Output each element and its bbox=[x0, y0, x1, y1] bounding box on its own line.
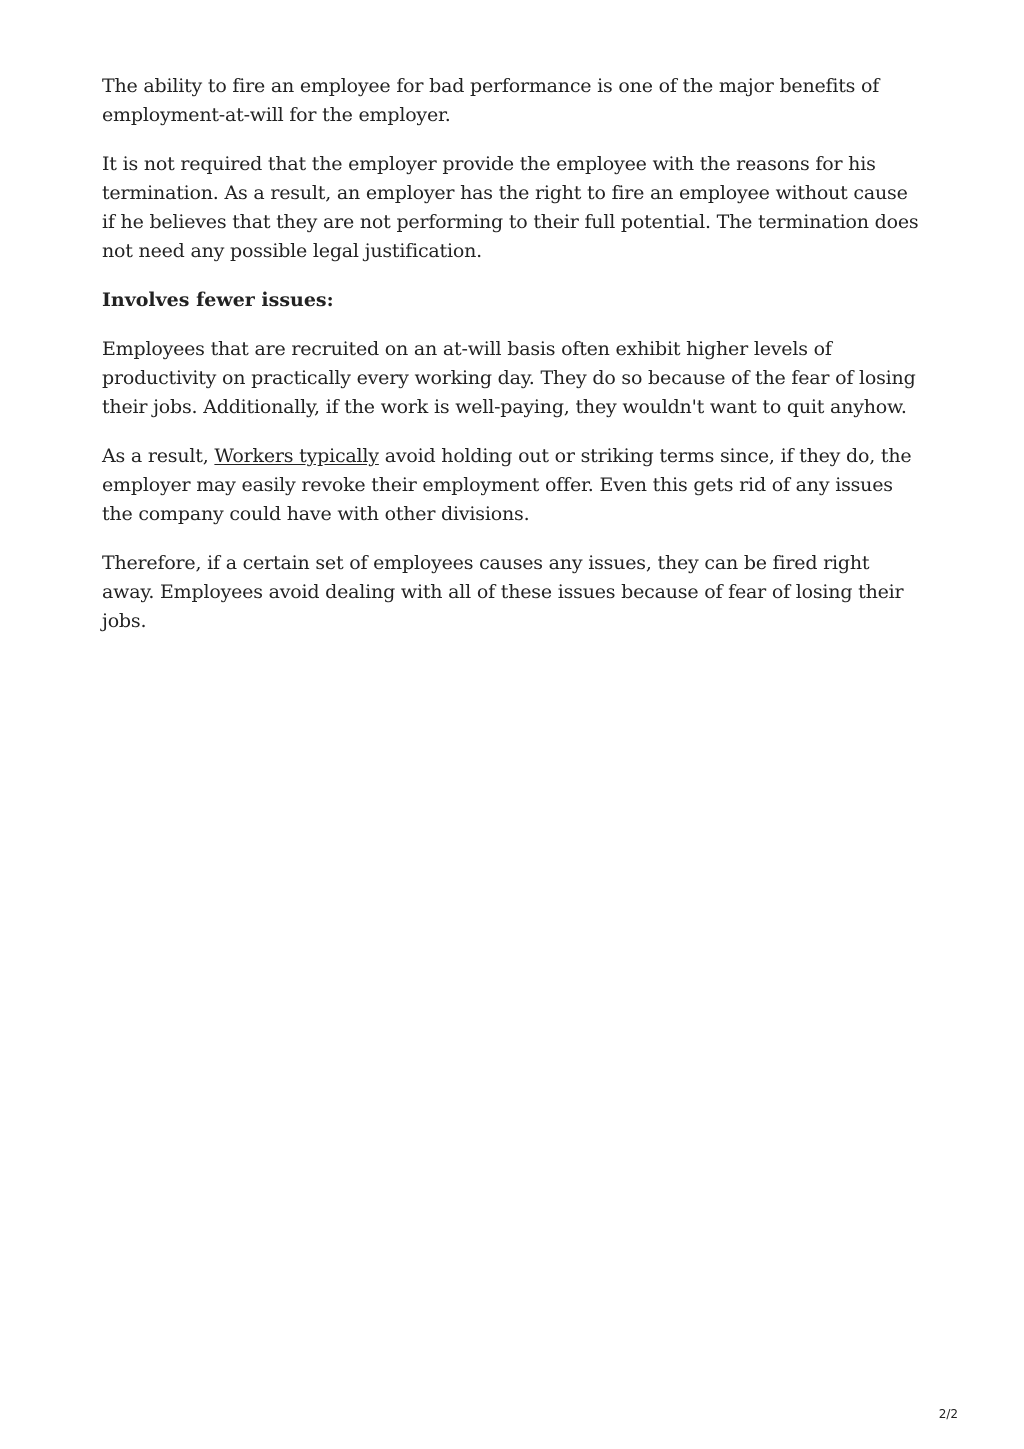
workers-typically-link[interactable]: Workers typically bbox=[214, 445, 379, 467]
page-number: 2/2 bbox=[938, 1407, 958, 1421]
paragraph-striking bbox=[102, 442, 922, 529]
paragraph-striking-rest: avoid holding out or striking terms since, if they do, the employer may easily revoke their employment offer. Even this gets rid of any issues the company could have with other divisions. bbox=[102, 445, 912, 525]
paragraph-performance: The ability to fire an employee for bad performance is one of the major benefits of employment-at-will for the employer. bbox=[102, 75, 880, 126]
paragraph-striking-intro: As a result, bbox=[102, 445, 215, 467]
document-body bbox=[102, 72, 922, 656]
paragraph-productivity: Employees that are recruited on an at-will basis often exhibit higher levels of productivity on practically every working day. They do so because of the fear of losing their jobs. Additionally, if the work is well-paying, they wouldn't want to quit anyhow. bbox=[102, 338, 916, 418]
section-heading: Involves fewer issues: bbox=[102, 289, 334, 311]
paragraph-termination: It is not required that the employer provide the employee with the reasons for his termination. As a result, an employer has the right to fire an employee without cause if he believes that they are not performing to their full potential. The termination does not need any possible legal justification. bbox=[102, 153, 919, 262]
paragraph-fired: Therefore, if a certain set of employees causes any issues, they can be fired right away. Employees avoid dealing with all of these issues because of fear of losing their jobs. bbox=[102, 552, 904, 632]
